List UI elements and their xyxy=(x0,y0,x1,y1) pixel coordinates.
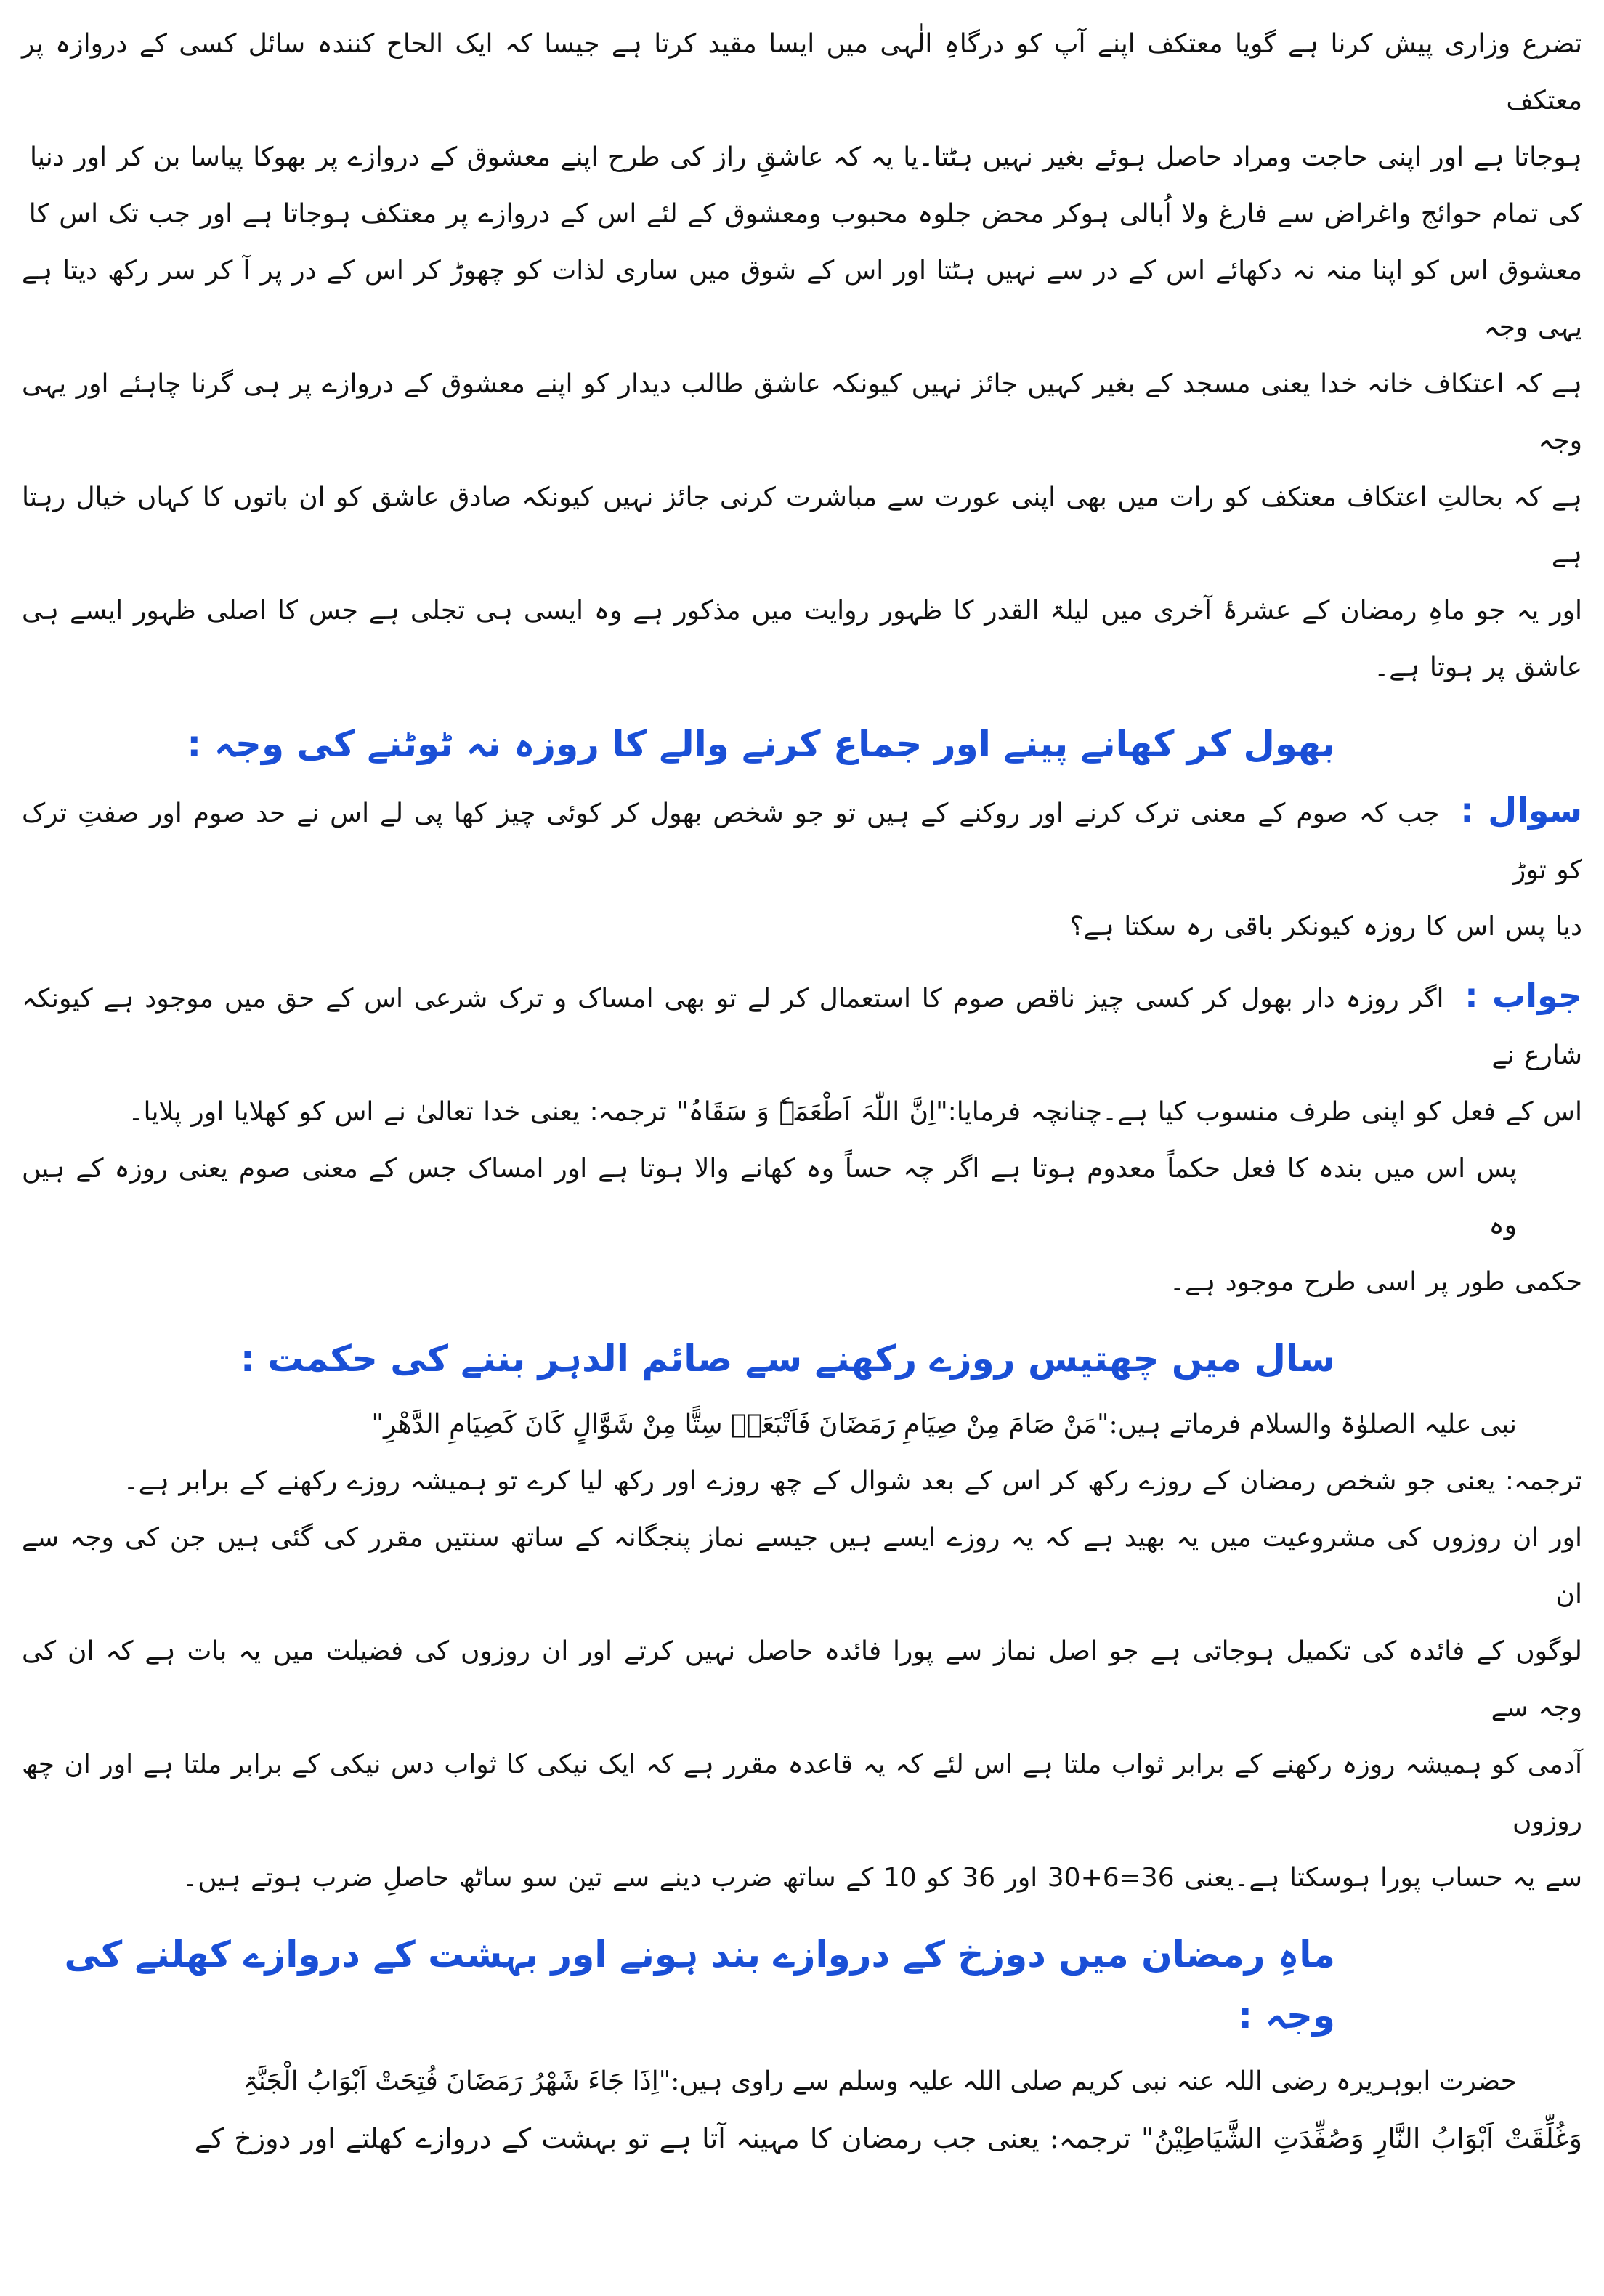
section-1-heading: بھول کر کھانے پینے اور جماع کرنے والے کا روزہ نہ ٹوٹنے کی وجہ : xyxy=(187,723,1335,765)
question-line-1 xyxy=(22,782,1582,899)
answer-block xyxy=(22,967,1582,1311)
answer-label: جواب : xyxy=(1465,976,1582,1015)
question-text-1: جب کہ صوم کے معنی ترک کرنے اور روکنے کے ہیں تو جو شخص بھول کر کوئی چیز کھا پی لے اس نے حد صوم اور صفتِ ترک کو توڑ xyxy=(22,799,1582,885)
intro-line-5: ہے کہ اعتکاف خانہ خدا یعنی مسجد کے بغیر کہیں جائز نہیں کیونکہ عاشق طالب دیدار کو اپنے معشوق کے دروازے پر ہی گرنا چاہئے اور یہی وجہ xyxy=(22,369,1582,456)
answer-line-1 xyxy=(22,967,1582,1084)
answer-line-2: اس کے فعل کو اپنی طرف منسوب کیا ہے۔چنانچہ فرمایا:"اِنَّ اللّٰہَ اَطْعَمَہٗ وَ سَقَاہُ" ترجمہ: یعنی خدا تعالیٰ نے اس کو کھلایا اور پلایا۔ xyxy=(128,1097,1582,1127)
answer-text-1: اگر روزہ دار بھول کر کسی چیز ناقص صوم کا استعمال کر لے تو بھی امساک و ترک شرعی اس کے حق میں موجود ہے کیونکہ شارع نے xyxy=(22,984,1582,1070)
intro-line-1: تضرع وزاری پیش کرنا ہے گویا معتکف اپنے آپ کو درگاہِ الٰہی میں ایسا مقید کرتا ہے جیسا کہ ایک الحاح کنندہ سائل کسی کے دروازہ پر معتکف xyxy=(22,29,1582,116)
intro-line-3: کی تمام حوائج واغراض سے فارغ ولا اُبالی ہوکر محض جلوہ محبوب ومعشوق کے لئے اس کے دروازے پر معتکف ہوجاتا ہے اور جب تک اس کا xyxy=(28,199,1582,229)
question-block xyxy=(22,782,1582,955)
intro-line-6: ہے کہ بحالتِ اعتکاف معتکف کو رات میں بھی اپنی عورت سے مباشرت کرنی جائز نہیں کیونکہ صادق عاشق کو ان باتوں کا کہاں خیال رہتا ہے xyxy=(22,482,1582,569)
intro-line-7: اور یہ جو ماہِ رمضان کے عشرۂ آخری میں لیلۃ القدر کا ظہور روایت میں مذکور ہے وہ ایسی ہی تجلی ہے جس کا اصلی ظہور ایسے ہی عاشق پر ہوتا ہے۔ xyxy=(22,596,1582,682)
section-2-hadith: نبی علیہ الصلوٰۃ والسلام فرماتے ہیں:"مَنْ صَامَ مِنْ صِیَامِ رَمَضَانَ فَاَتْبَعَہٗ سِتًّا مِنْ شَوَّالٍ کَانَ کَصِیَامِ الدَّھْرِ" xyxy=(371,1410,1517,1439)
answer-extra-line-2: حکمی طور پر اسی طرح موجود ہے۔ xyxy=(1169,1267,1582,1297)
intro-line-2: ہوجاتا ہے اور اپنی حاجت ومراد حاصل ہوئے بغیر نہیں ہٹتا۔یا یہ کہ عاشقِ راز کی طرح اپنے معشوق کے دروازے پر بھوکا پیاسا بن کر اور دنیا xyxy=(29,142,1582,172)
intro-line-4: معشوق اس کو اپنا منہ نہ دکھائے اس کے در سے نہیں ہٹتا اور اس کے شوق میں ساری لذات کو چھوڑ کر اس کے در پر آ کر سر رکھ دیتا ہے یہی وجہ xyxy=(22,256,1582,342)
section-2-body-line-4: سے یہ حساب پورا ہوسکتا ہے۔یعنی 36=6+30 اور 36 کو 10 کے ساتھ ضرب دینے سے تین سو ساٹھ حاصلِ ضرب ہوتے ہیں۔ xyxy=(182,1863,1582,1893)
section-2-heading: سال میں چھتیس روزے رکھنے سے صائم الدہر بننے کی حکمت : xyxy=(240,1338,1335,1380)
question-line-2: دیا پس اس کا روزہ کیونکر باقی رہ سکتا ہے؟ xyxy=(1069,912,1582,942)
section-3-hadith-line-1: حضرت ابوہریرہ رضی اللہ عنہ نبی کریم صلی اللہ علیہ وسلم سے راوی ہیں:"اِذَا جَاءَ شَھْرُ رَمَضَانَ فُتِحَتْ اَبْوَابُ الْجَنَّۃِ xyxy=(243,2066,1517,2096)
question-label: سوال : xyxy=(1460,791,1582,830)
intro-paragraph xyxy=(22,16,1582,696)
section-2-body-line-2: لوگوں کے فائدہ کی تکمیل ہوجاتی ہے جو اصل نماز سے پورا فائدہ حاصل نہیں کرتے اور ان روزوں کی فضیلت میں یہ بات ہے کہ ان کی وجہ سے xyxy=(22,1636,1582,1723)
section-3-hadith-line-2: وَغُلِّقَتْ اَبْوَابُ النَّارِ وَصُفِّدَتِ الشَّیَاطِیْنُ" ترجمہ: یعنی جب رمضان کا مہینہ آتا ہے تو بہشت کے دروازے کھلتے اور دوزخ کے xyxy=(194,2122,1582,2154)
section-2-body xyxy=(22,1396,1582,1907)
section-3-heading: ماہِ رمضان میں دوزخ کے دروازے بند ہونے اور بہشت کے دروازے کھلنے کی وجہ : xyxy=(64,1933,1335,2037)
section-3-body xyxy=(22,2053,1582,2167)
section-2-body-line-3: آدمی کو ہمیشہ روزہ رکھنے کے برابر ثواب ملتا ہے اس لئے کہ یہ قاعدہ مقرر ہے کہ ایک نیکی کا ثواب دس نیکی کے برابر ملتا ہے اور ان چھ روزوں xyxy=(22,1750,1582,1836)
section-2-body-line-1: اور ان روزوں کی مشروعیت میں یہ بھید ہے کہ یہ روزے ایسے ہیں جیسے نماز پنجگانہ کے ساتھ سنتیں مقرر کی گئی ہیں جن کی وجہ سے ان xyxy=(22,1523,1582,1609)
section-2-translation: ترجمہ: یعنی جو شخص رمضان کے روزے رکھ کر اس کے بعد شوال کے چھ روزے اور رکھ لیا کرے تو ہمیشہ روزے رکھنے کے برابر ہے۔ xyxy=(123,1466,1582,1496)
answer-extra-line-1: پس اس میں بندہ کا فعل حکماً معدوم ہوتا ہے اگر چہ حساً وہ کھانے والا ہوتا ہے اور امساک جس کے معنی صوم یعنی روزہ کے ہیں وہ xyxy=(22,1154,1517,1240)
